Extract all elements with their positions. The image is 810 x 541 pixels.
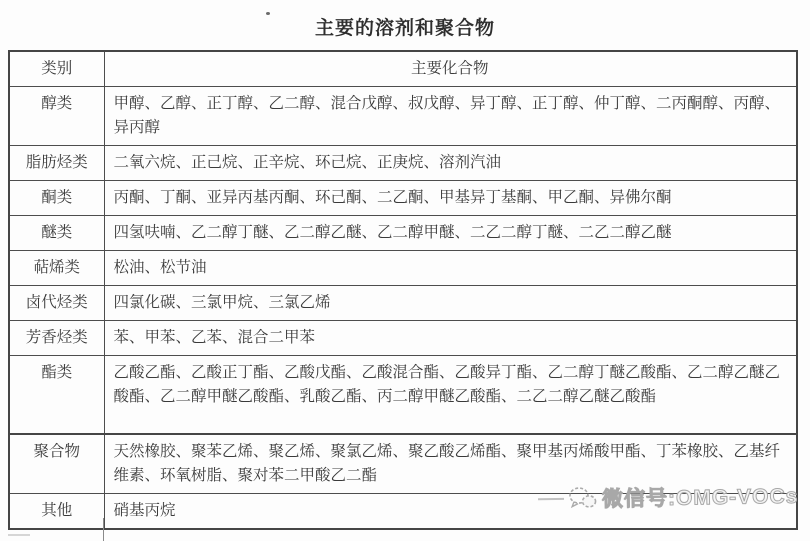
category-cell: 芳香烃类 (9, 321, 104, 356)
watermark-label: 微信号:OMG-VOCs (601, 484, 799, 512)
polymers-table (8, 433, 798, 530)
compounds-cell: 松油、松节油 (104, 251, 797, 286)
compounds-cell: 硝基丙烷 (104, 494, 797, 530)
compounds-cell: 丙酮、丁酮、亚异丙基丙酮、环己酮、二乙酮、甲基异丁基酮、甲乙酮、异佛尔酮 (104, 181, 797, 216)
category-cell: 酯类 (9, 356, 104, 436)
compounds-cell: 甲醇、乙醇、正丁醇、乙二醇、混合戊醇、叔戊醇、异丁醇、正丁醇、仲丁醇、二丙酮醇、丙醇、异丙醇 (104, 87, 797, 146)
table-row (9, 87, 797, 146)
table-header-row (9, 51, 797, 87)
compounds-cell: 四氢呋喃、乙二醇丁醚、乙二醇乙醚、乙二醇甲醚、二乙二醇丁醚、二乙二醇乙醚 (104, 216, 797, 251)
table-row (9, 216, 797, 251)
column-divider-stub (103, 518, 104, 541)
category-cell: 脂肪烃类 (9, 146, 104, 181)
compounds-cell: 乙酸乙酯、乙酸正丁酯、乙酸戊酯、乙酸混合酯、乙酸异丁酯、乙二醇丁醚乙酸酯、乙二醇乙醚乙酸酯、乙二醇甲醚乙酸酯、乳酸乙酯、丙二醇甲醚乙酸酯、二乙二醇乙醚乙酸酯 (104, 356, 797, 436)
category-cell: 醚类 (9, 216, 104, 251)
table-row (9, 251, 797, 286)
category-cell: 其他 (9, 494, 104, 530)
compounds-cell: 四氯化碳、三氯甲烷、三氯乙烯 (104, 286, 797, 321)
compounds-cell: 天然橡胶、聚苯乙烯、聚乙烯、聚氯乙烯、聚乙酸乙烯酯、聚甲基丙烯酸甲酯、丁苯橡胶、乙基纤维素、环氧树脂、聚对苯二甲酸乙二酯 (104, 434, 797, 494)
table-row (9, 146, 797, 181)
solvents-table (8, 50, 798, 437)
category-cell: 聚合物 (9, 434, 104, 494)
column-header-category: 类别 (9, 51, 104, 87)
category-cell: 醇类 (9, 87, 104, 146)
page-title: 主要的溶剂和聚合物 (314, 18, 495, 39)
category-cell: 酮类 (9, 181, 104, 216)
table-row (9, 286, 797, 321)
category-cell: 萜烯类 (9, 251, 104, 286)
category-cell: 卤代烃类 (9, 286, 104, 321)
table-row (9, 434, 797, 494)
compounds-cell: 苯、甲苯、乙苯、混合二甲苯 (104, 321, 797, 356)
table-row (9, 356, 797, 436)
table-row (9, 321, 797, 356)
table-row (9, 181, 797, 216)
bottom-artifact (8, 534, 30, 536)
compounds-cell: 二氧六烷、正己烷、正辛烷、环己烷、正庚烷、溶剂汽油 (104, 146, 797, 181)
table-row (9, 494, 797, 530)
column-header-compounds: 主要化合物 (104, 51, 797, 87)
